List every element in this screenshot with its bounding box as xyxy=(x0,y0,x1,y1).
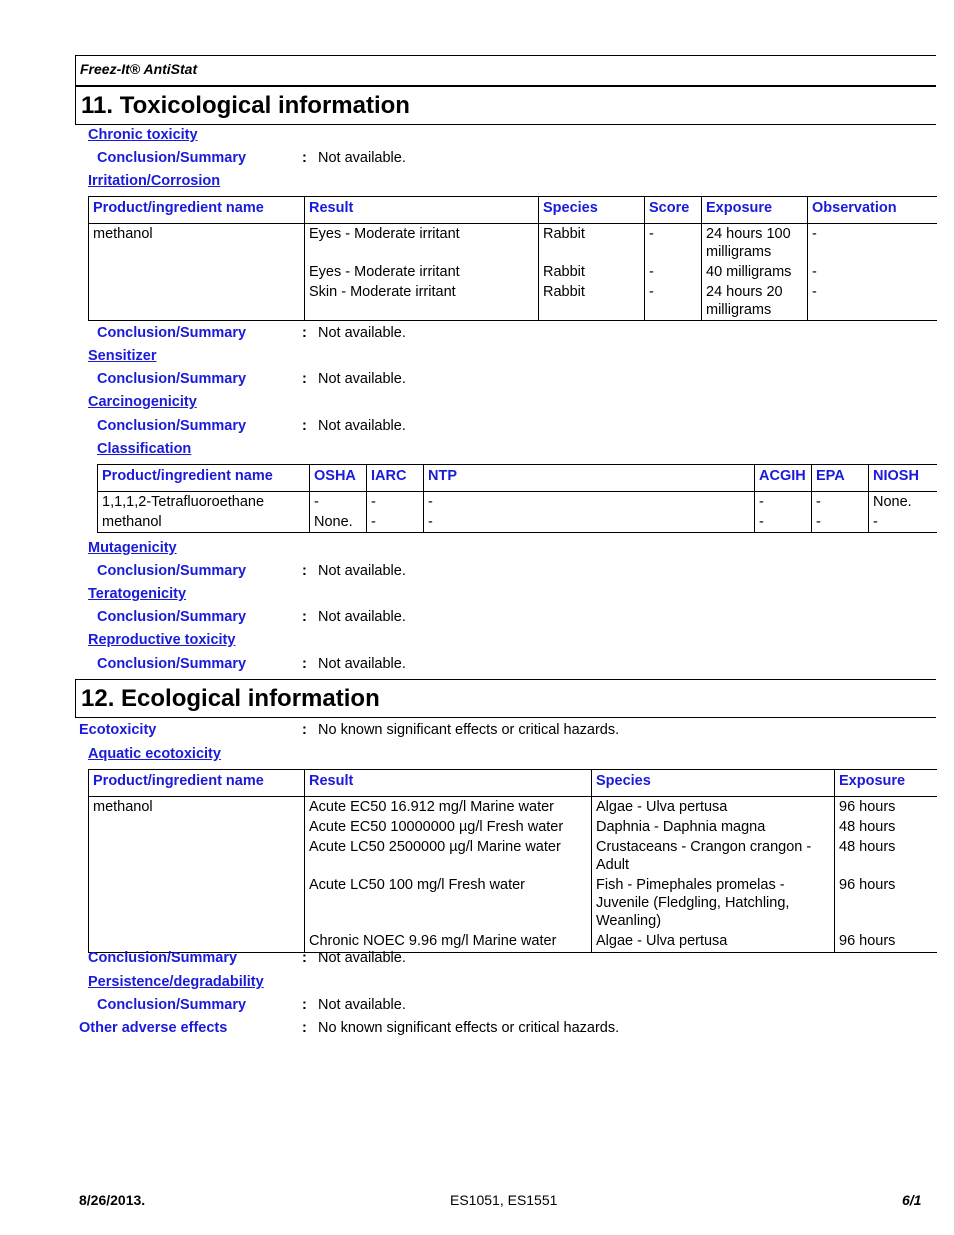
colon: : xyxy=(302,563,307,579)
column-header: Species xyxy=(592,770,835,797)
irritation-table xyxy=(88,196,937,321)
other-adverse-label: Other adverse effects xyxy=(79,1020,228,1036)
conclusion-label: Conclusion/Summary xyxy=(97,371,247,387)
table-cell: Fish - Pimephales promelas - Juvenile (Fledgling, Hatchling, Weanling) xyxy=(592,875,835,931)
conclusion-label: Conclusion/Summary xyxy=(97,325,247,341)
table-cell: - xyxy=(310,492,367,513)
colon: : xyxy=(302,609,307,625)
table-cell: 40 milligrams xyxy=(702,262,808,282)
column-header: NTP xyxy=(424,465,755,492)
column-header: Species xyxy=(539,197,645,224)
table-cell: 96 hours xyxy=(835,797,937,818)
colon: : xyxy=(302,371,307,387)
table-cell xyxy=(89,837,305,875)
product-name: Freez-It® AntiStat xyxy=(80,61,198,77)
table-row xyxy=(89,817,937,837)
reproductive-toxicity-link[interactable]: Reproductive toxicity xyxy=(88,632,236,648)
conclusion-value: Not available. xyxy=(318,325,406,341)
table-cell: Crustaceans - Crangon crangon - Adult xyxy=(592,837,835,875)
aquatic-table-header xyxy=(89,770,937,797)
document-header xyxy=(75,55,936,86)
conclusion-label: Conclusion/Summary xyxy=(97,418,247,434)
table-cell: Rabbit xyxy=(539,224,645,263)
conclusion-value: Not available. xyxy=(318,418,406,434)
table-row xyxy=(98,492,937,513)
conclusion-label: Conclusion/Summary xyxy=(97,656,247,672)
table-cell: 96 hours xyxy=(835,931,937,953)
table-cell: 48 hours xyxy=(835,837,937,875)
table-cell: - xyxy=(645,224,702,263)
conclusion-value: Not available. xyxy=(318,563,406,579)
colon: : xyxy=(302,418,307,434)
column-header: EPA xyxy=(812,465,869,492)
column-header: NIOSH xyxy=(869,465,937,492)
table-cell: Algae - Ulva pertusa xyxy=(592,797,835,818)
colon: : xyxy=(302,150,307,166)
table-cell: - xyxy=(812,512,869,533)
table-cell: 24 hours 20 milligrams xyxy=(702,282,808,321)
table-row xyxy=(89,837,937,875)
table-cell: - xyxy=(808,224,937,263)
table-cell: Acute EC50 16.912 mg/l Marine water xyxy=(305,797,592,818)
section-12-title: 12. Ecological information xyxy=(81,685,380,712)
section-11-heading xyxy=(75,86,936,125)
column-header: Result xyxy=(305,197,539,224)
table-cell: - xyxy=(808,282,937,321)
classification-table xyxy=(97,464,937,533)
table-cell: Daphnia - Daphnia magna xyxy=(592,817,835,837)
column-header: IARC xyxy=(367,465,424,492)
section-11-title: 11. Toxicological information xyxy=(81,92,410,119)
table-cell xyxy=(89,282,305,321)
table-cell: - xyxy=(869,512,937,533)
table-cell: - xyxy=(645,262,702,282)
table-row xyxy=(89,875,937,931)
column-header: Result xyxy=(305,770,592,797)
irritation-table-header xyxy=(89,197,937,224)
table-cell: - xyxy=(645,282,702,321)
table-cell: Eyes - Moderate irritant xyxy=(305,262,539,282)
section-12-heading xyxy=(75,679,936,718)
conclusion-label: Conclusion/Summary xyxy=(97,563,247,579)
classification-table-header xyxy=(98,465,937,492)
table-row xyxy=(98,512,937,533)
table-cell: methanol xyxy=(89,797,305,818)
footer-codes: ES1051, ES1551 xyxy=(450,1192,558,1208)
table-cell xyxy=(89,817,305,837)
table-cell: methanol xyxy=(98,512,310,533)
column-header: Score xyxy=(645,197,702,224)
colon: : xyxy=(302,722,307,738)
other-adverse-value: No known significant effects or critical hazards. xyxy=(318,1020,620,1036)
aquatic-ecotoxicity-link[interactable]: Aquatic ecotoxicity xyxy=(88,746,221,762)
table-cell: Algae - Ulva pertusa xyxy=(592,931,835,953)
teratogenicity-link[interactable]: Teratogenicity xyxy=(88,586,187,602)
table-cell: 96 hours xyxy=(835,875,937,931)
table-row xyxy=(89,797,937,818)
table-cell: - xyxy=(812,492,869,513)
carcinogenicity-link[interactable]: Carcinogenicity xyxy=(88,394,197,410)
conclusion-value: Not available. xyxy=(318,997,406,1013)
table-cell: - xyxy=(808,262,937,282)
table-cell: - xyxy=(424,512,755,533)
conclusion-label: Conclusion/Summary xyxy=(97,150,247,166)
conclusion-value: Not available. xyxy=(318,371,406,387)
conclusion-value: Not available. xyxy=(318,656,406,672)
table-row xyxy=(89,282,937,321)
table-cell: None. xyxy=(869,492,937,513)
footer-date: 8/26/2013. xyxy=(79,1192,146,1208)
table-cell: 48 hours xyxy=(835,817,937,837)
table-cell: 24 hours 100 milligrams xyxy=(702,224,808,263)
column-header: Exposure xyxy=(835,770,937,797)
table-cell: Eyes - Moderate irritant xyxy=(305,224,539,263)
aquatic-table xyxy=(88,769,937,953)
conclusion-label: Conclusion/Summary xyxy=(88,950,238,966)
colon: : xyxy=(302,656,307,672)
table-cell: None. xyxy=(310,512,367,533)
table-cell: methanol xyxy=(89,224,305,263)
table-cell: Skin - Moderate irritant xyxy=(305,282,539,321)
mutagenicity-link[interactable]: Mutagenicity xyxy=(88,540,177,556)
conclusion-value: Not available. xyxy=(318,150,406,166)
conclusion-value: Not available. xyxy=(318,950,406,966)
table-cell: - xyxy=(367,512,424,533)
table-cell: Acute EC50 10000000 µg/l Fresh water xyxy=(305,817,592,837)
column-header: Product/ingredient name xyxy=(89,770,305,797)
table-cell xyxy=(89,875,305,931)
column-header: OSHA xyxy=(310,465,367,492)
colon: : xyxy=(302,325,307,341)
table-cell xyxy=(89,262,305,282)
ecotoxicity-label: Ecotoxicity xyxy=(79,722,157,738)
conclusion-value: Not available. xyxy=(318,609,406,625)
column-header: Product/ingredient name xyxy=(89,197,305,224)
table-cell: Rabbit xyxy=(539,262,645,282)
column-header: Exposure xyxy=(702,197,808,224)
persistence-link[interactable]: Persistence/degradability xyxy=(88,974,264,990)
colon: : xyxy=(302,950,307,966)
footer-page-number: 6/1 xyxy=(902,1192,922,1208)
table-row xyxy=(89,262,937,282)
column-header: Product/ingredient name xyxy=(98,465,310,492)
table-cell: Acute LC50 100 mg/l Fresh water xyxy=(305,875,592,931)
conclusion-label: Conclusion/Summary xyxy=(97,997,247,1013)
table-cell: - xyxy=(755,492,812,513)
table-cell: - xyxy=(755,512,812,533)
column-header: ACGIH xyxy=(755,465,812,492)
table-row xyxy=(89,224,937,263)
table-cell: - xyxy=(367,492,424,513)
table-cell: - xyxy=(424,492,755,513)
classification-link[interactable]: Classification xyxy=(97,441,192,457)
conclusion-label: Conclusion/Summary xyxy=(97,609,247,625)
sensitizer-link[interactable]: Sensitizer xyxy=(88,348,157,364)
table-cell: Acute LC50 2500000 µg/l Marine water xyxy=(305,837,592,875)
colon: : xyxy=(302,997,307,1013)
table-cell: Rabbit xyxy=(539,282,645,321)
irritation-corrosion-link[interactable]: Irritation/Corrosion xyxy=(88,173,221,189)
colon: : xyxy=(302,1020,307,1036)
ecotoxicity-value: No known significant effects or critical hazards. xyxy=(318,722,620,738)
column-header: Observation xyxy=(808,197,937,224)
chronic-toxicity-link[interactable]: Chronic toxicity xyxy=(88,127,198,143)
table-cell: 1,1,1,2-Tetrafluoroethane xyxy=(98,492,310,513)
table-cell: Chronic NOEC 9.96 mg/l Marine water xyxy=(305,931,592,953)
